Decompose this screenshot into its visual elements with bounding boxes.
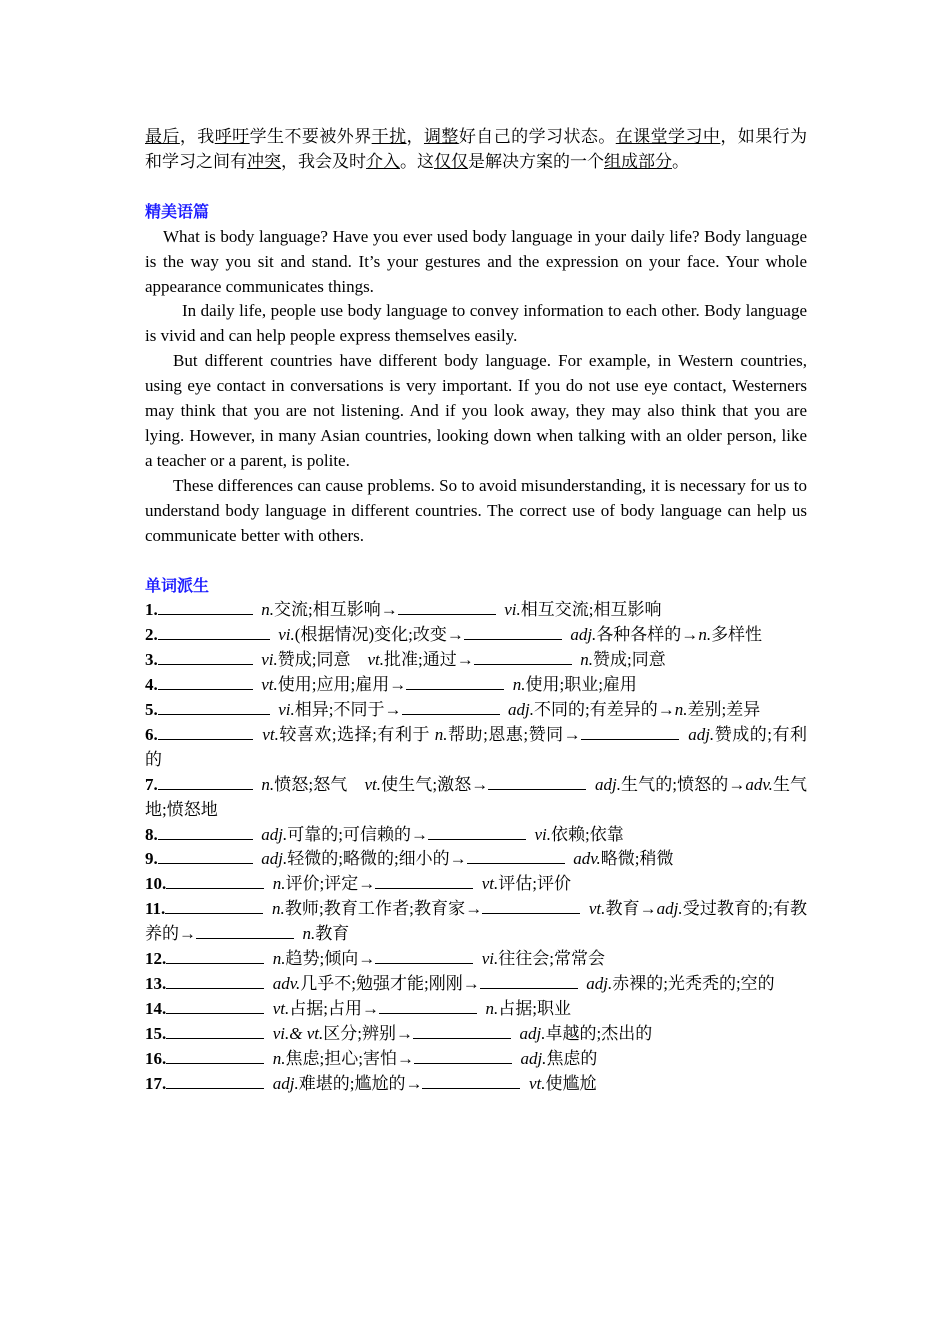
derivation-item [145,648,807,673]
essay-paragraph: In daily life, people use body language to convey information to each other. Body language is vivid and can help people express themselves easily. [145,301,807,346]
item-number: 7. [145,774,158,794]
answer-blank[interactable] [166,1022,264,1039]
definition-text: 较喜欢;选择;有利于 [278,724,435,744]
derivation-list [145,598,807,1096]
item-number: 14. [145,998,167,1018]
derivation-item [145,823,807,848]
part-of-speech: vt. [261,675,278,695]
derivation-item [145,598,807,623]
item-number: 9. [145,849,158,869]
definition-text: 教师;教育工作者;教育家→ [284,899,483,919]
definition-text: 帮助;恩惠;赞同→ [447,724,581,744]
definition-text: 占据;占用→ [289,998,380,1018]
part-of-speech: n. [272,949,286,969]
part-of-speech: vt. [481,874,499,894]
answer-blank[interactable] [480,972,578,989]
definition-text: 使用;应用;雇用→ [277,675,407,695]
underlined-phrase: 介入 [366,151,400,171]
text-run: 好自己的学习状态。 [458,127,616,146]
answer-blank[interactable] [375,947,473,964]
underlined-phrase: 仅仅 [434,151,468,171]
item-number: 13. [145,974,167,993]
answer-blank[interactable] [414,1047,512,1064]
part-of-speech: adj. [272,1073,299,1093]
part-of-speech: vi.& vt. [272,1023,324,1043]
definition-text: 略微;稍微 [600,849,674,869]
definition-text: 教育→ [605,899,657,919]
answer-blank[interactable] [166,1072,264,1089]
definition-text: 受过教育的;有教养的→ [145,899,808,944]
part-of-speech: vt. [272,998,290,1018]
part-of-speech: vt. [528,1073,546,1093]
answer-blank[interactable] [158,648,253,665]
essay-paragraph: What is body language? Have you ever used body language in your daily life? Body language is the way you sit and stand. It’s your gestures and the expression on your face. Your whole appearance communicates things. [145,226,807,296]
definition-text: 使生气;激怒→ [381,774,489,794]
answer-blank[interactable] [166,972,264,989]
answer-blank[interactable] [158,623,270,640]
definition-text: 焦虑的 [546,1048,598,1068]
underlined-phrase: 呼吁 [214,127,250,146]
definition-text: (根据情况)变化;改变→ [294,625,464,645]
definition-text: 批准;通过→ [384,650,474,670]
definition-text: 使用;职业;雇用 [525,675,637,695]
derivation-item [145,972,807,997]
answer-blank[interactable] [482,897,580,914]
definition-text: 教育 [315,924,350,944]
part-of-speech: n. [261,774,275,794]
item-number: 11. [145,899,166,919]
definition-text: 使尴尬 [545,1073,597,1093]
answer-blank[interactable] [158,847,253,864]
definition-text: 交流;相互影响→ [274,600,398,620]
part-of-speech: adj. [656,899,683,919]
definition-text: 几乎不;勉强才能;刚刚→ [300,974,480,993]
answer-blank[interactable] [166,872,264,889]
derivation-item [145,673,807,698]
item-number: 5. [145,700,158,720]
definition-text: 赞成;同意 [593,650,666,670]
essay-paragraph: But different countries have different body language. For example, in Western countries, using eye contact in conversations is very important. If you do not use eye contact, Westerners may think that you are not listening. And if you look away, they may also think that you are lying. However, in many Asian countries, looking down when talking with an older person, like a teacher or a parent, is polite. [145,351,807,470]
definition-text: 可靠的;可信赖的→ [287,824,428,844]
part-of-speech: vt. [588,899,606,919]
answer-blank[interactable] [422,1072,520,1089]
derivation-item [145,1047,807,1072]
answer-blank[interactable] [406,673,504,690]
derivation-heading: 单词派生 [145,575,210,595]
translation-paragraph [145,125,807,175]
underlined-phrase: 在课堂学习中 [615,127,721,146]
definition-text: 依赖;依靠 [551,824,624,844]
part-of-speech: vt. [364,774,381,794]
answer-blank[interactable] [398,598,496,615]
derivation-item [145,698,807,723]
part-of-speech: vi. [278,700,295,720]
definition-text: 相异;不同于→ [294,700,402,720]
part-of-speech: adj. [261,824,288,844]
derivation-item [145,723,807,773]
underlined-phrase: 调整 [423,127,459,146]
definition-text: 赞成;同意 [277,650,368,670]
part-of-speech: n. [261,600,274,620]
answer-blank[interactable] [158,698,270,715]
answer-blank[interactable] [166,1047,264,1064]
part-of-speech: adj. [508,700,534,720]
answer-blank[interactable] [488,773,586,790]
part-of-speech: adv. [573,849,601,869]
definition-text: 轻微的;略微的;细小的→ [287,849,467,869]
definition-text: 赤裸的;光秃秃的;空的 [612,974,775,993]
definition-text: 评估;评价 [498,874,571,894]
text-run: 。 [672,151,689,171]
item-number: 15. [145,1023,167,1043]
text-run: 。这 [400,151,434,171]
definition-text: 不同的;有差异的→ [534,700,675,720]
part-of-speech: adj. [519,1023,546,1043]
definition-text: 愤怒;怒气 [274,774,365,794]
definition-text: 占据;职业 [498,998,571,1018]
part-of-speech: vi. [261,650,278,670]
part-of-speech: adj. [520,1048,547,1068]
part-of-speech: n. [272,874,286,894]
definition-text: 评价;评定→ [285,874,376,894]
answer-blank[interactable] [158,723,253,740]
part-of-speech: vi. [504,600,521,620]
item-number: 17. [145,1073,167,1093]
text-run: 是解决方案的一个 [468,151,604,171]
part-of-speech: adj. [594,774,621,794]
underlined-phrase: 最后 [145,127,180,146]
derivation-item [145,897,807,947]
answer-blank[interactable] [581,723,679,740]
definition-text: 相互交流;相互影响 [520,600,662,620]
answer-blank[interactable] [413,1022,511,1039]
answer-blank[interactable] [467,847,565,864]
derivation-item [145,1072,807,1097]
derivation-item [145,773,807,823]
part-of-speech: adv. [745,774,773,794]
derivation-item [145,872,807,897]
item-number: 1. [145,600,158,620]
answer-blank[interactable] [166,997,264,1014]
part-of-speech: n. [512,675,526,695]
part-of-speech: n. [698,625,712,645]
underlined-phrase: 冲突 [247,151,281,171]
definition-text: 趋势;倾向→ [285,949,376,969]
text-run: ，如果行为和学习之间有 [145,127,808,171]
definition-text: 焦虑;担心;害怕→ [285,1048,414,1068]
underlined-phrase: 干扰 [371,127,407,146]
definition-text: 各种各样的→ [596,625,699,645]
derivation-item [145,847,807,872]
derivation-item [145,1022,807,1047]
item-number: 2. [145,625,158,645]
answer-blank[interactable] [166,947,264,964]
part-of-speech: adj. [570,625,597,645]
part-of-speech: n. [580,650,594,670]
definition-text: 生气地;愤怒地 [145,774,808,819]
derivation-item [145,947,807,972]
part-of-speech: n. [434,724,448,744]
definition-text: 卓越的;杰出的 [545,1023,653,1043]
underlined-phrase: 组成部分 [604,151,672,171]
answer-blank[interactable] [375,872,473,889]
part-of-speech: vi. [481,949,499,969]
part-of-speech: n. [272,1048,286,1068]
answer-blank[interactable] [196,922,294,939]
definition-text: 赞成的;有利的 [145,724,808,769]
definition-text: 区分;辨别→ [323,1023,413,1043]
item-number: 6. [145,724,158,744]
text-run: ，我会及时 [281,151,366,171]
definition-text: 差别;差异 [687,700,761,720]
definition-text: 多样性 [711,625,763,645]
item-number: 12. [145,949,167,969]
part-of-speech: adj. [261,849,288,869]
part-of-speech: vi. [534,824,551,844]
answer-blank[interactable] [158,673,253,690]
essay-heading: 精美语篇 [145,201,210,221]
answer-blank[interactable] [402,698,500,715]
answer-blank[interactable] [158,823,253,840]
content [145,125,807,1097]
part-of-speech: n. [674,700,688,720]
definition-text: 生气的;愤怒的→ [620,774,746,794]
essay-paragraph: These differences can cause problems. So to avoid misunderstanding, it is necessary for us to understand body language in different countries. The correct use of body language can help us communicate better with others. [145,475,807,545]
definition-text: 往往会;常常会 [498,949,605,969]
part-of-speech: vt. [367,650,385,670]
definition-text: 难堪的;尴尬的→ [298,1073,423,1093]
answer-blank[interactable] [464,623,562,640]
item-number: 4. [145,675,158,695]
answer-blank[interactable] [474,648,572,665]
item-number: 3. [145,650,158,670]
part-of-speech: vt. [262,724,279,744]
part-of-speech: n. [302,924,316,944]
item-number: 16. [145,1048,167,1068]
answer-blank[interactable] [158,773,253,790]
part-of-speech: n. [485,998,499,1018]
answer-blank[interactable] [165,897,263,914]
part-of-speech: vi. [278,625,295,645]
answer-blank[interactable] [158,598,253,615]
part-of-speech: adv. [272,974,301,993]
derivation-item [145,623,807,648]
part-of-speech: n. [271,899,285,919]
text-run: 学生不要被外界 [249,127,372,146]
text-run: ，我 [179,127,215,146]
item-number: 10. [145,874,167,894]
part-of-speech: adj. [586,974,613,993]
derivation-item [145,997,807,1022]
item-number: 8. [145,824,158,844]
part-of-speech: adj. [688,724,715,744]
answer-blank[interactable] [428,823,526,840]
answer-blank[interactable] [379,997,477,1014]
text-run: ， [406,127,424,146]
